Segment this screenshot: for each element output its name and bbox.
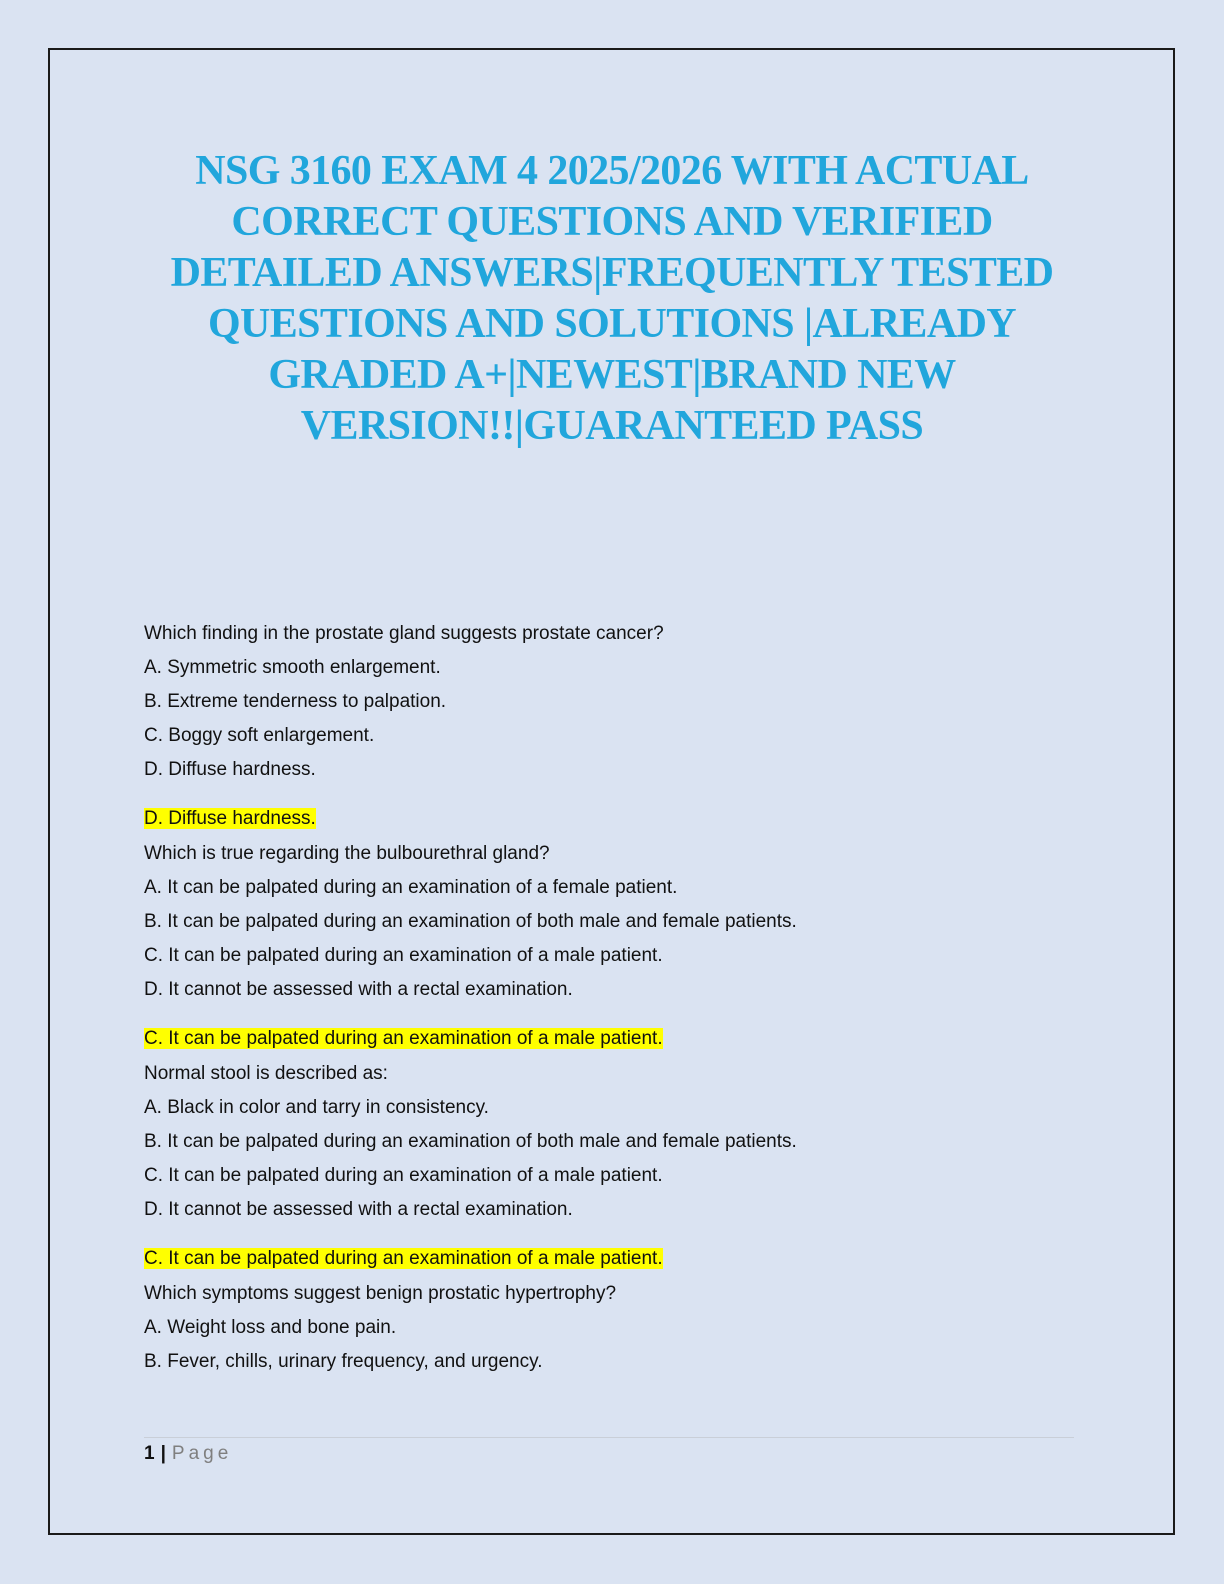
question-block-3 [144,1064,1084,1284]
option-d: D. It cannot be assessed with a rectal examination. [144,979,573,1000]
document-title: NSG 3160 EXAM 4 2025/2026 WITH ACTUAL CORRECT QUESTIONS AND VERIFIED DETAILED ANSWERS|FREQUENTLY TESTED QUESTIONS AND SOLUTIONS |ALREADY GRADED A+|NEWEST|BRAND NEW VERSION!!|GUARANTEED PASS [170,148,1054,449]
option-d: D. It cannot be assessed with a rectal examination. [144,1199,573,1220]
answer-highlight: D. Diffuse hardness. [144,808,316,829]
answer-row [144,794,1084,844]
option-b: B. Fever, chills, urinary frequency, and urgency. [144,1351,543,1372]
option-d: D. Diffuse hardness. [144,759,316,780]
page-footer [144,1443,232,1465]
option-a: A. Weight loss and bone pain. [144,1317,397,1338]
footer-separator: | [160,1443,166,1464]
answer-highlight: C. It can be palpated during an examination of a male patient. [144,1028,663,1049]
question-block-4 [144,1284,1084,1386]
option-a: A. Symmetric smooth enlargement. [144,657,441,678]
option-b: B. It can be palpated during an examination of both male and female patients. [144,911,797,932]
footer-divider [144,1437,1074,1438]
question-text: Normal stool is described as: [144,1063,388,1084]
page-label: Page [171,1443,233,1464]
answer-highlight: C. It can be palpated during an examination of a male patient. [144,1248,663,1269]
option-c: C. It can be palpated during an examination of a male patient. [144,945,663,966]
option-c: C. It can be palpated during an examination of a male patient. [144,1165,663,1186]
page-number: 1 [144,1443,155,1464]
answer-row [144,1014,1084,1064]
option-a: A. Black in color and tarry in consistency. [144,1097,489,1118]
option-b: B. Extreme tenderness to palpation. [144,691,447,712]
question-block-1 [144,624,1084,844]
option-b: B. It can be palpated during an examination of both male and female patients. [144,1131,797,1152]
option-a: A. It can be palpated during an examination of a female patient. [144,877,678,898]
question-text: Which symptoms suggest benign prostatic hypertrophy? [144,1283,617,1304]
question-text: Which is true regarding the bulbourethral gland? [144,843,550,864]
option-c: C. Boggy soft enlargement. [144,725,375,746]
question-block-2 [144,844,1084,1064]
question-text: Which finding in the prostate gland suggests prostate cancer? [144,623,664,644]
question-list [144,624,1084,1386]
answer-row [144,1234,1084,1284]
